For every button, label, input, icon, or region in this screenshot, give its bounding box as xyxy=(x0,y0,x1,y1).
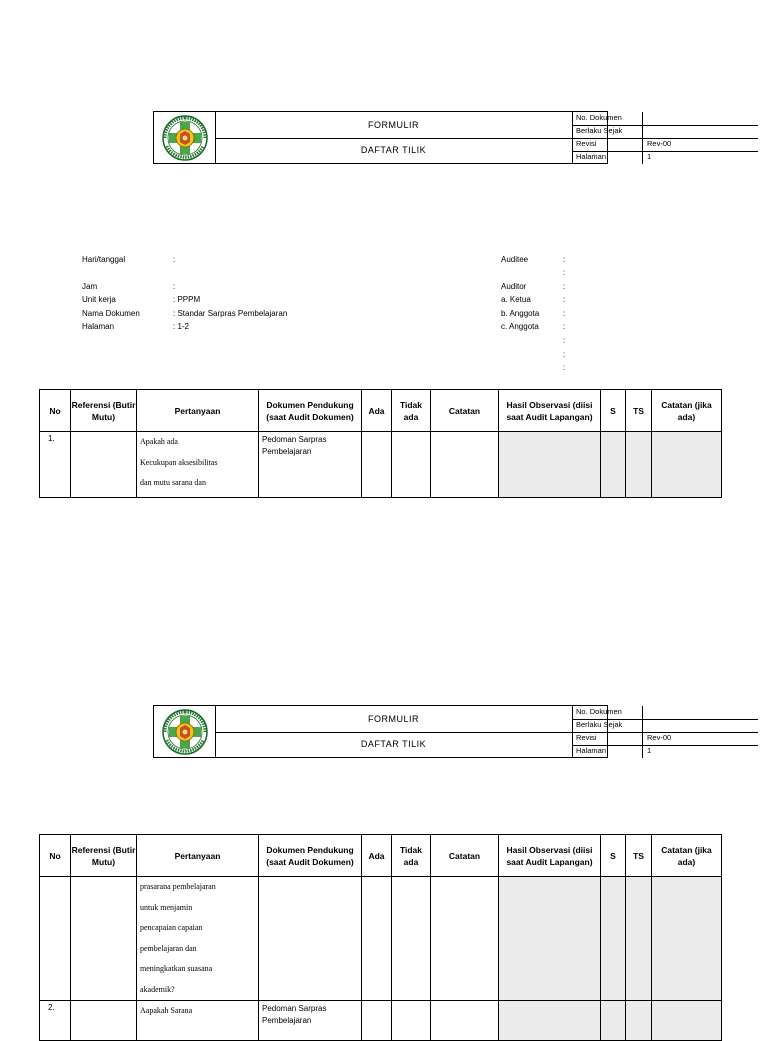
col-s: S xyxy=(601,835,626,877)
meta-value: : xyxy=(563,350,566,359)
col-question: Pertanyaan xyxy=(137,390,259,432)
info-row: No. Dokumen xyxy=(572,112,758,126)
catatan-cell[interactable] xyxy=(431,1001,499,1041)
catatan-cell[interactable] xyxy=(431,877,499,1001)
audit-table-page-2 xyxy=(39,834,722,1041)
meta-label: Jam xyxy=(82,282,98,291)
ts-cell[interactable] xyxy=(626,432,652,498)
meta-value: : Standar Sarpras Pembelajaran xyxy=(173,309,288,318)
info-row: Revisi Rev-00 xyxy=(572,732,758,746)
question-line: Kecukupan aksesibilitas xyxy=(140,457,218,467)
col-no: No xyxy=(40,835,71,877)
meta-value: : PPPM xyxy=(173,295,201,304)
table-row xyxy=(40,877,722,1001)
meta-value: : xyxy=(563,363,566,372)
question-cell xyxy=(137,432,259,498)
meta-value: : xyxy=(173,255,176,264)
meta-label: b. Anggota xyxy=(501,309,540,318)
row-number: 2. xyxy=(40,1001,71,1041)
row-number: 1. xyxy=(40,432,71,498)
ref-cell[interactable] xyxy=(71,432,137,498)
doc-line: Pedoman Sarpras xyxy=(262,1004,327,1013)
question-line: untuk menjamin xyxy=(140,902,193,912)
info-row: Halaman 1 xyxy=(572,151,758,164)
meta-value: : xyxy=(563,295,566,304)
form-title: FORMULIR xyxy=(215,112,572,139)
col-catatan-jika-ada: Catatan (jika ada) xyxy=(652,390,722,432)
info-row: No. Dokumen xyxy=(572,706,758,720)
s-cell[interactable] xyxy=(601,877,626,1001)
col-catatan: Catatan xyxy=(431,835,499,877)
col-hasil: Hasil Observasi (diisi saat Audit Lapangan) xyxy=(499,390,601,432)
col-tidak-ada: Tidak ada xyxy=(392,390,431,432)
meta-label: Unit kerja xyxy=(82,295,116,304)
col-ts: TS xyxy=(626,835,652,877)
question-line: pencapaian capaian xyxy=(140,923,203,932)
title-column xyxy=(215,112,573,163)
logo-cell xyxy=(154,706,216,757)
question-line: Aapakah Sarana xyxy=(140,1006,193,1015)
ada-cell[interactable] xyxy=(362,1001,392,1041)
col-ada: Ada xyxy=(362,835,392,877)
question-line: Apakah ada xyxy=(140,437,178,446)
catatan-jika-ada-cell[interactable] xyxy=(652,1001,722,1041)
tidak-ada-cell[interactable] xyxy=(392,877,431,1001)
col-docs: Dokumen Pendukung (saat Audit Dokumen) xyxy=(259,390,362,432)
doc-line: Pembelajaran xyxy=(262,1015,312,1025)
meta-value: : xyxy=(563,268,566,277)
col-question: Pertanyaan xyxy=(137,835,259,877)
meta-value: : xyxy=(563,309,566,318)
info-row: Berlaku Sejak xyxy=(572,719,758,733)
tidak-ada-cell[interactable] xyxy=(392,1001,431,1041)
form-subtitle: DAFTAR TILIK xyxy=(360,145,427,155)
table-header-row xyxy=(40,390,722,432)
meta-value: : xyxy=(563,282,566,291)
col-catatan-jika-ada: Catatan (jika ada) xyxy=(652,835,722,877)
hasil-cell[interactable] xyxy=(499,877,601,1001)
meta-value: : xyxy=(173,282,176,291)
doc-cell xyxy=(259,432,362,498)
meta-label: a. Ketua xyxy=(501,295,531,304)
hasil-cell[interactable] xyxy=(499,432,601,498)
ts-cell[interactable] xyxy=(626,1001,652,1041)
meta-label: Halaman xyxy=(82,322,115,331)
table-header-row xyxy=(40,835,722,877)
meta-label: c. Anggota xyxy=(501,322,539,331)
ref-cell[interactable] xyxy=(71,1001,137,1041)
question-line: prasarana pembelajaran xyxy=(140,882,216,891)
form-header xyxy=(153,705,672,758)
doc-line: Pedoman Sarpras xyxy=(262,435,327,444)
ts-cell[interactable] xyxy=(626,877,652,1001)
title-column xyxy=(215,706,573,757)
institution-logo-icon xyxy=(157,114,213,162)
info-row: Revisi Rev-00 xyxy=(572,138,758,152)
question-line: dan mutu sarana dan xyxy=(140,478,206,487)
s-cell[interactable] xyxy=(601,1001,626,1041)
col-ts: TS xyxy=(626,390,652,432)
form-subtitle: DAFTAR TILIK xyxy=(360,739,427,749)
info-row: Berlaku Sejak xyxy=(572,125,758,139)
col-ref: Referensi (Butir Mutu) xyxy=(71,390,137,432)
col-hasil: Hasil Observasi (diisi saat Audit Lapangan) xyxy=(499,835,601,877)
col-ref: Referensi (Butir Mutu) xyxy=(71,835,137,877)
catatan-jika-ada-cell[interactable] xyxy=(652,432,722,498)
table-row xyxy=(40,1001,722,1041)
meta-label: Nama Dokumen xyxy=(82,309,140,318)
institution-logo-icon xyxy=(157,708,213,756)
meta-value: : xyxy=(563,255,566,264)
col-tidak-ada: Tidak ada xyxy=(392,835,431,877)
question-line: akademik? xyxy=(140,984,175,994)
question-cell xyxy=(137,1001,259,1041)
col-no: No xyxy=(40,390,71,432)
tidak-ada-cell[interactable] xyxy=(392,432,431,498)
ada-cell[interactable] xyxy=(362,877,392,1001)
doc-line: Pembelajaran xyxy=(262,446,312,456)
doc-cell xyxy=(259,1001,362,1041)
ada-cell[interactable] xyxy=(362,432,392,498)
meta-label: Auditee xyxy=(501,255,529,264)
question-line: pembelajaran dan xyxy=(140,943,197,953)
table-row xyxy=(40,432,722,498)
form-header xyxy=(153,111,672,164)
info-row: Halaman 1 xyxy=(572,745,758,758)
meta-value: : xyxy=(563,336,566,345)
question-cell xyxy=(137,877,259,1001)
col-ada: Ada xyxy=(362,390,392,432)
doc-cell xyxy=(259,877,362,1001)
row-number xyxy=(40,877,71,1001)
col-docs: Dokumen Pendukung (saat Audit Dokumen) xyxy=(259,835,362,877)
meta-value: : 1-2 xyxy=(173,322,190,331)
col-catatan: Catatan xyxy=(431,390,499,432)
s-cell[interactable] xyxy=(601,432,626,498)
meta-label: Auditor xyxy=(501,282,527,291)
catatan-jika-ada-cell[interactable] xyxy=(652,877,722,1001)
col-s: S xyxy=(601,390,626,432)
ref-cell[interactable] xyxy=(71,877,137,1001)
logo-cell xyxy=(154,112,216,163)
audit-table-page-1 xyxy=(39,389,722,498)
catatan-cell[interactable] xyxy=(431,432,499,498)
meta-label: Hari/tanggal xyxy=(82,255,126,264)
form-title: FORMULIR xyxy=(215,706,572,733)
question-line: meningkatkan suasana xyxy=(140,964,213,973)
meta-value: : xyxy=(563,322,566,331)
hasil-cell[interactable] xyxy=(499,1001,601,1041)
